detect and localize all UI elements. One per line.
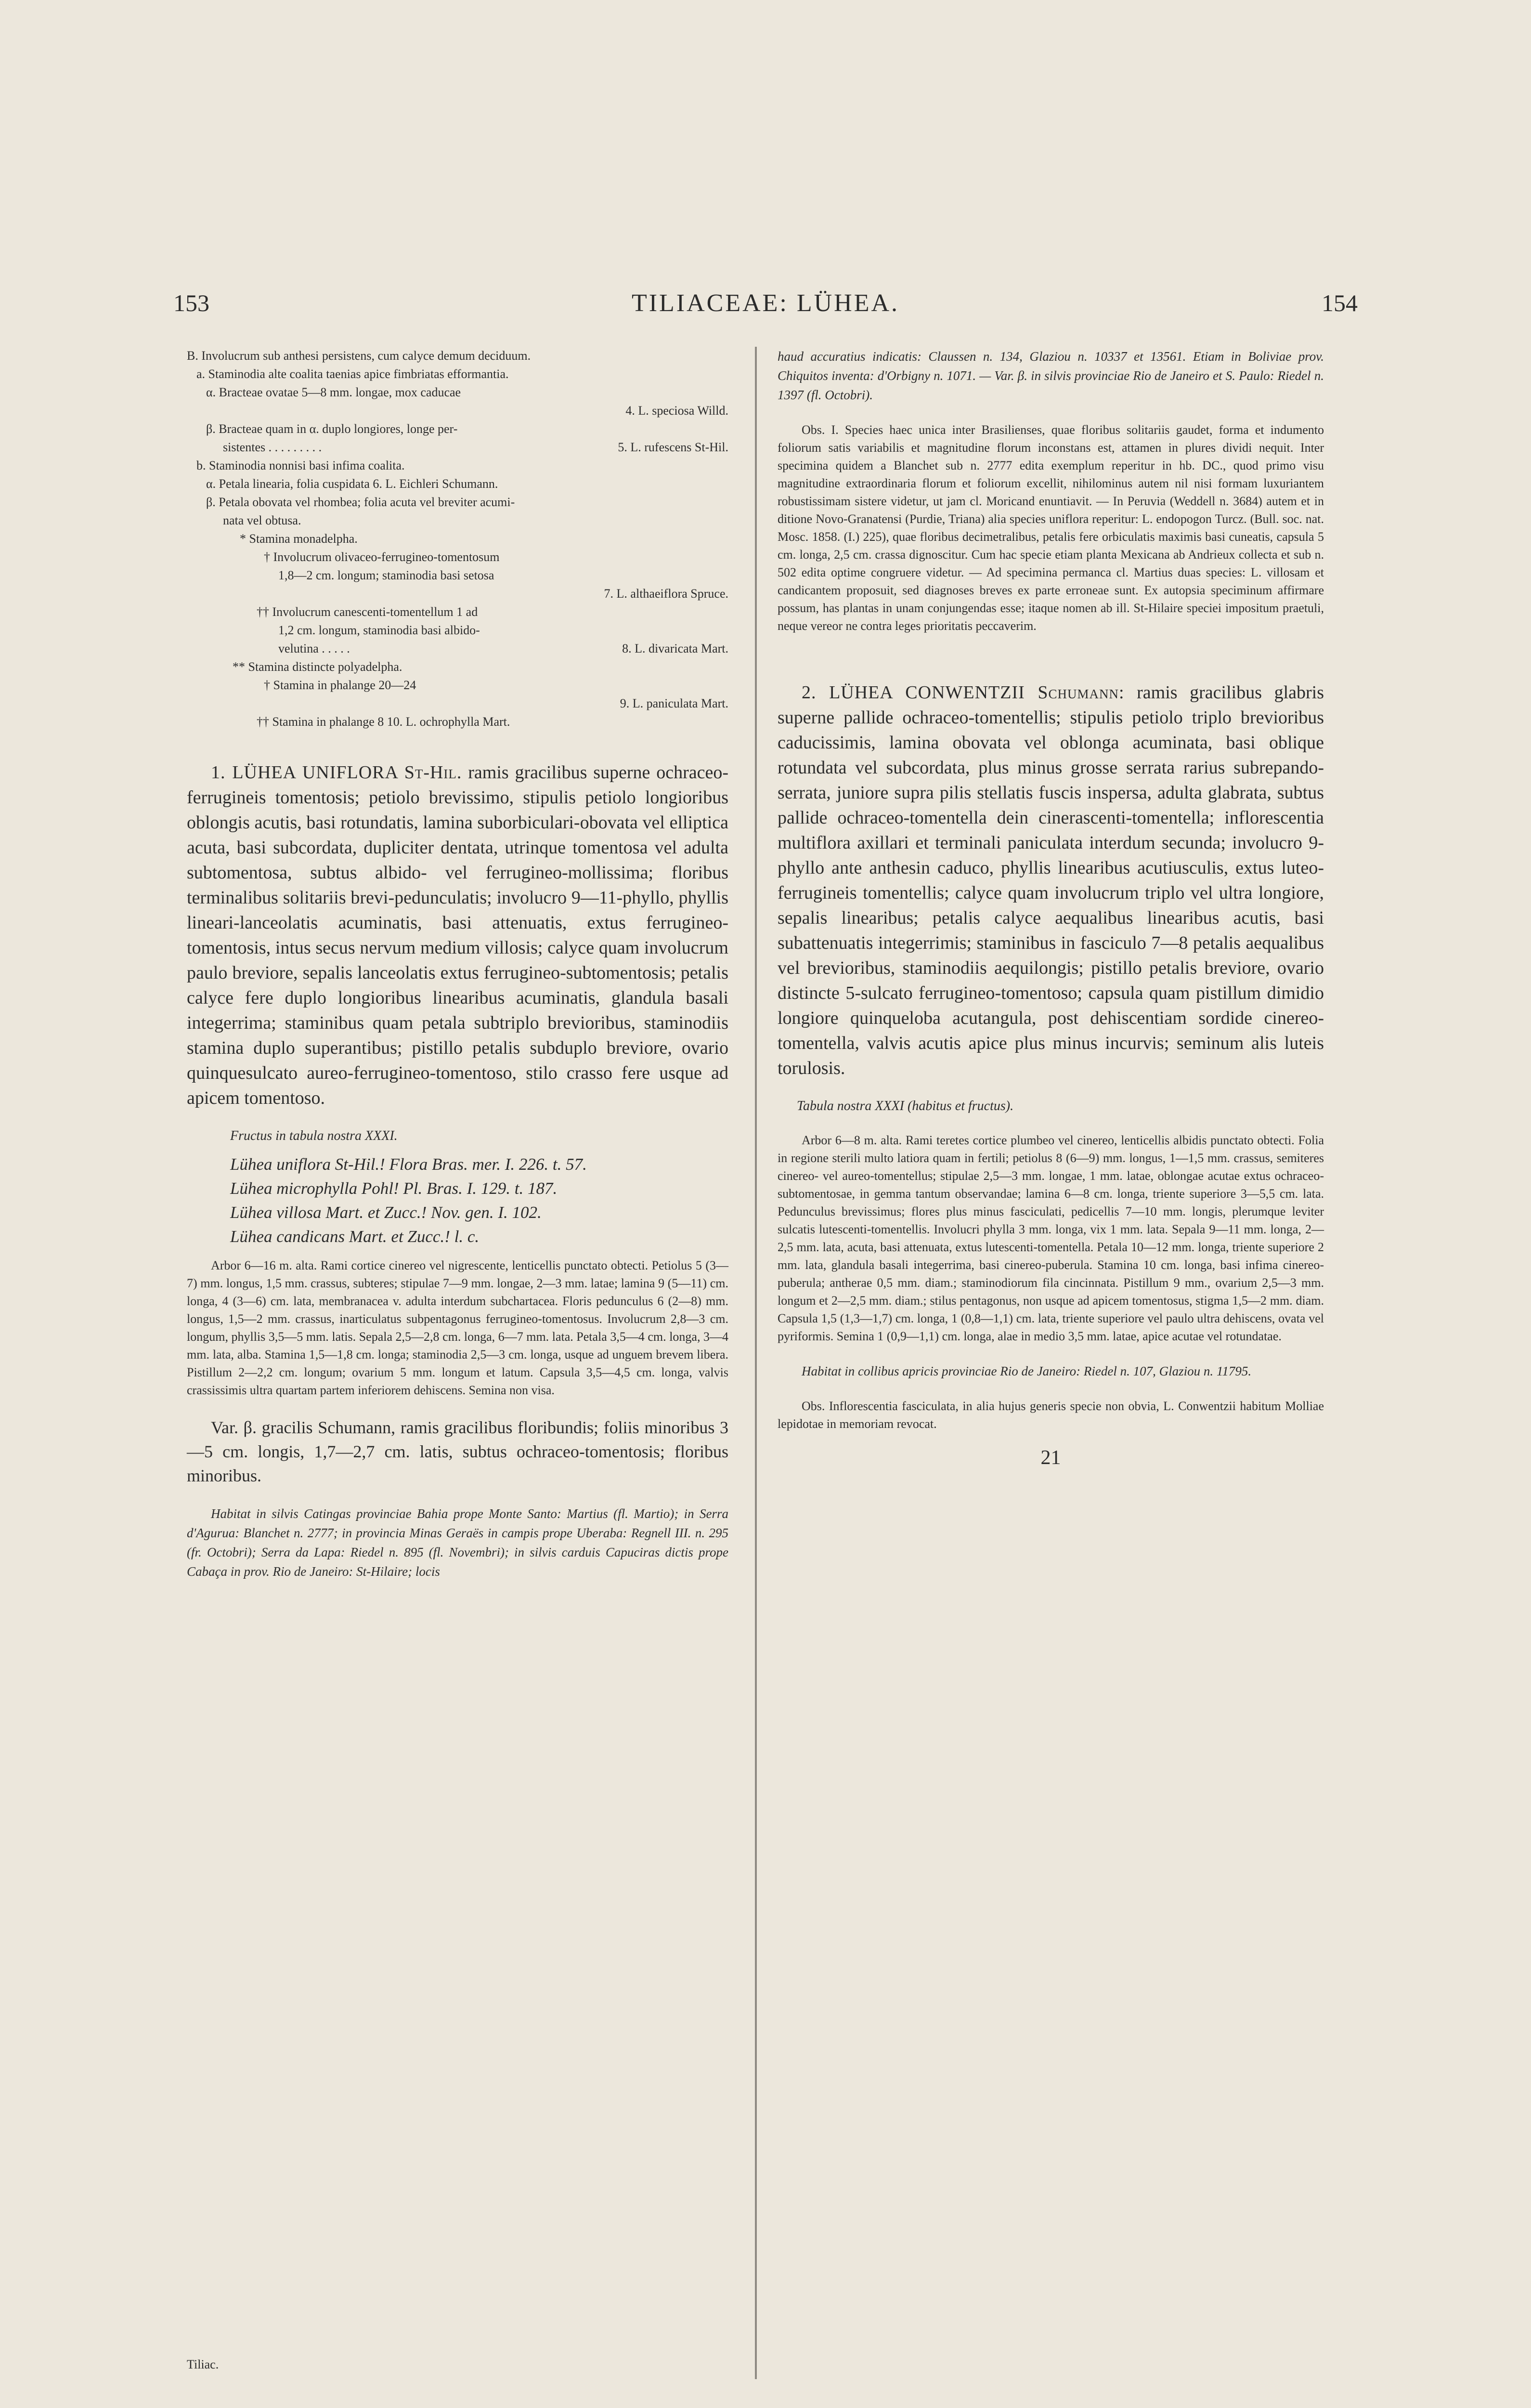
key-line-text: ** Stamina distincte polyadelpha.	[233, 660, 402, 674]
species-2-habitat: Habitat in collibus apricis provinciae Rio de Janeiro: Riedel n. 107, Glaziou n. 11795.	[802, 1364, 1252, 1378]
folio-number: 21	[1040, 1447, 1061, 1469]
key-line-text: sistentes . . . . . . . . .	[223, 440, 322, 454]
key-line-text: 1,8—2 cm. longum; staminodia basi setosa	[278, 568, 494, 582]
running-title: TILIACEAE: LÜHEA.	[631, 289, 900, 317]
right-column	[778, 347, 1324, 1469]
reference-line: Lühea uniflora St-Hil.! Flora Bras. mer. I. 226. t. 57.	[230, 1155, 587, 1174]
key-line-text: velutina . . . . .	[278, 641, 350, 655]
key-line-text: * Stamina monadelpha.	[240, 532, 358, 546]
page-number-left: 153	[173, 289, 209, 316]
key-line-species: 7. L. althaeiflora Spruce.	[604, 587, 728, 601]
signature-mark: Tiliac.	[187, 2357, 219, 2371]
key-line-text: †† Stamina in phalange 8 10. L. ochrophylla Mart.	[257, 715, 510, 729]
page-number-right: 154	[1322, 289, 1358, 316]
key-line	[187, 658, 728, 676]
key-line	[187, 694, 728, 713]
key-line-text: †† Involucrum canescenti-tomentellum 1 ad	[257, 605, 478, 619]
species-1-diagnosis-text: ramis gracilibus superne ochraceo-ferrugineis tomentosis; petiolo brevissimo, stipulis petiolo longioribus oblongis acutis, basi rotundatis, lamina suborbiculari-obovata vel elliptica acuta, basi subcordata, dupliciter dentata, utrinque tomentosa vel adulta subtomentosa, subtus albido- vel ferrugineo-mollissima; floribus terminalibus solitariis brevi-pedunculatis; involucro 9—11-phyllo, phyllis lineari-lanceolatis acuminatis, basi attenuatis, extus ferrugineo-tomentosis, intus secus nervum medium villosis; calyce quam involucrum paulo breviore, sepalis lanceolatis extus ferrugineo-subtomentosis; petalis calyce fere duplo longioribus linearibus acuminatis, glandula basali integerrima; staminibus quam petala subtriplo brevioribus, staminodiis stamina duplo superantibus; pistillo petalis subduplo breviore, ovario quinquesulcato aureo-ferrugineo-tomentoso, stilo crasso fere usque ad apicem tomentoso.	[187, 762, 728, 1108]
key-line	[187, 603, 728, 621]
key-line-text: β. Bracteae quam in α. duplo longiores, longe per-	[206, 422, 458, 436]
species-2-heading: 2. LÜHEA CONWENTZII Schumann:	[802, 682, 1125, 703]
page-header	[173, 289, 1358, 327]
key-line	[187, 383, 728, 402]
key-line	[187, 511, 728, 530]
key-line	[187, 621, 728, 640]
column-divider	[755, 347, 757, 2379]
species-1-fructus-note: Fructus in tabula nostra XXXI.	[230, 1128, 398, 1143]
key-line	[187, 713, 728, 731]
species-1-heading: 1. LÜHEA UNIFLORA St-Hil.	[211, 762, 462, 783]
reference-line: Lühea microphylla Pohl! Pl. Bras. I. 129. t. 187.	[230, 1179, 558, 1198]
left-column	[187, 347, 728, 1581]
key-line-species: 4. L. speciosa Willd.	[625, 404, 728, 418]
key-line	[187, 676, 728, 694]
species-1-references	[187, 1152, 728, 1249]
species-2-diagnosis-text: ramis gracilibus glabris superne pallide ochraceo-tomentellis; stipulis petiolo triplo brevioribus caducissimis, lamina obovata vel oblonga acuminata, basi oblique rotundata vel subcordata, plus minus grosse serrata rarius subrepando-serrata, juniore supra pilis stellatis fuscis inspersa, adulta glabrata, subtus pallide ochraceo-tomentella dein cinerascenti-tomentella; inflorescentia multiflora axillari et terminali paniculata interdum secunda; involucro 9-phyllo ante anthesin caduco, phyllis linearibus acutiusculis, extus luteo-ferrugineis tomentellis; calyce quam involucrum triplo vel ultra longiore, sepalis linearibus; petalis calyce aequalibus linearibus acutis, basi subattenuatis integerrimis; staminibus in fasciculo 7—8 petalis aequalibus vel brevioribus, staminodiis aequilongis; pistillo petalis breviore, ovario distincte 5-sulcato ferrugineo-tomentoso; capsula quam pistillum dimidio longiore quinqueloba acutangula, post dehiscentiam sordide cinereo-tomentella, valvis acutis apice plus minus incurvis; seminum alis luteis torulosis.	[778, 682, 1324, 1078]
key-line-species: 9. L. paniculata Mart.	[620, 696, 728, 710]
key-line	[187, 347, 728, 365]
key-line	[187, 365, 728, 383]
key-line-text: † Involucrum olivaceo-ferrugineo-tomentosum	[264, 550, 500, 564]
key-line	[187, 548, 728, 566]
species-2-observation: Obs. Inflorescentia fasciculata, in alia hujus generis specie non obvia, L. Conwentzii habitum Molliae lepidotae in memoriam revocat.	[778, 1399, 1324, 1431]
key-line-text: α. Petala linearia, folia cuspidata 6. L. Eichleri Schumann.	[206, 477, 498, 491]
reference-line: Lühea villosa Mart. et Zucc.! Nov. gen. I. 102.	[230, 1203, 542, 1222]
key-line	[187, 566, 728, 585]
key-line-text: 1,2 cm. longum, staminodia basi albido-	[278, 623, 480, 637]
species-2-diagnosis	[778, 680, 1324, 1081]
key-line-text: b. Staminodia nonnisi basi infima coalita.	[196, 458, 405, 472]
key-line	[187, 438, 728, 457]
species-2-tabula-note: Tabula nostra XXXI (habitus et fructus).	[797, 1099, 1014, 1113]
key-line-text: β. Petala obovata vel rhombea; folia acuta vel breviter acumi-	[206, 495, 515, 509]
key-line	[187, 457, 728, 475]
identification-key	[187, 347, 728, 731]
key-line-text: † Stamina in phalange 20—24	[264, 678, 416, 692]
reference-line: Lühea candicans Mart. et Zucc.! l. c.	[230, 1227, 480, 1246]
key-line-species: 8. L. divaricata Mart.	[622, 641, 728, 655]
key-line-text: α. Bracteae ovatae 5—8 mm. longae, mox caducae	[206, 385, 461, 399]
observation-1: Obs. I. Species haec unica inter Brasilienses, quae floribus solitariis gaudet, forma et indumento foliorum satis variabilis et magnitudine florum inconstans est, attamen in plures dividi nequit. Inter specimina quidem a Blanchet sub n. 2777 edita exemplum reperitur in hb. DC., quod primo visu magnitudine extraordinaria florum et foliorum excellit, nihilominus autem nil nisi formam luxuriantem robustissimam sistere videtur, ut jam cl. Moricand enuntiavit. — In Peruvia (Weddell n. 3684) autem et in ditione Novo-Granatensi (Purdie, Triana) alia species uniflora reperitur: L. endopogon Turcz. (Bull. soc. nat. Mosc. 1858. (I.) 225), quae floribus decimetralibus, petalis fere orbiculatis maximis basi cuneatis, capsula 5 cm. longa, 2,5 cm. crassa dignoscitur. Cum hac specie etiam planta Mexicana ab Andrieux collecta et sub n. 502 edita optime congruere videtur. — Ad specimina permanca cl. Martius duas species: L. villosam et candicantem proposuit, sed diagnoses breves ex parte erroneae sunt. Ex autopsia speciminum affirmare possum, has plantas in unam conjungendas esse; itaque nomen ab ill. St-Hilaire speciei impositum praetuli, neque vereor ne contra leges prioritatis peccaverim.	[778, 423, 1324, 633]
key-line	[187, 530, 728, 548]
key-line-text: B. Involucrum sub anthesi persistens, cum calyce demum deciduum.	[187, 349, 531, 363]
species-1-habitat: Habitat in silvis Catingas provinciae Bahia prope Monte Santo: Martius (fl. Martio); in Serra d'Agurua: Blanchet n. 2777; in provincia Minas Geraës in campis prope Uberaba: Regnell III. n. 295 (fr. Octobri); Serra da Lapa: Riedel n. 895 (fl. Novembri); in silvis carduis Capuciras dictis prope Cabaça in prov. Rio de Janeiro: St-Hilaire; locis	[187, 1506, 728, 1579]
species-1-diagnosis	[187, 760, 728, 1111]
key-line	[187, 585, 728, 603]
key-line-text: nata vel obtusa.	[223, 513, 301, 527]
key-line-species: 5. L. rufescens St-Hil.	[618, 440, 728, 454]
species-2-description: Arbor 6—8 m. alta. Rami teretes cortice plumbeo vel cinereo, lenticellis albidis punctato obtecti. Folia in regione sterili multo latiora quam in fertili; petiolus 8 (6—9) mm. longus, 1—1,5 mm. crassus, semiteres cinereo- vel aureo-tomentellus; stipulae 2,5—3 mm. longae, 1 mm. latae, oblongae acutae extus ochraceo-subtomentosae, in gemma tantum observandae; lamina 6—8 cm. longa, triente superiore 3—5,5 cm. lata. Pedunculus brevissimus; flores plus minus fasciculati, pedicellis 7—10 mm. longis, plerumque leviter sulcatis lutescenti-tomentellis. Involucri phylla 3 mm. longa, vix 1 mm. lata. Sepala 9—11 mm. longa, 2—2,5 mm. lata, acuta, basi attenuata, extus lutescenti-tomentella. Petala 10—12 mm. longa, triente superiore 2 mm. lata, glandula basali integerrima, basi cinereo-puberula. Stamina 10 cm. longa, basi infima cinereo-puberula; antherae 0,5 mm. diam.; staminodiorum fila cincinnata. Pistillum 9 mm., ovarium 2,5—3 mm. longum et 2—2,5 mm. diam.; stilus pentagonus, non usque ad apicem tomentosus, stigma 1,5—2 mm. diam. Capsula 1,5 (1,3—1,7) cm. longa, 1 (0,8—1,1) cm. lata, triente superiore vel paulo ultra dehiscens, ovata vel pyriformis. Semina 1 (0,9—1,1) cm. longa, alae in medio 3,5 mm. latae, apice acutae vel rotundatae.	[778, 1133, 1324, 1343]
species-1-variety: Var. β. gracilis Schumann, ramis gracilibus floribundis; foliis minoribus 3—5 cm. longis, 1,7—2,7 cm. latis, subtus ochraceo-tomentosis; floribus minoribus.	[187, 1418, 728, 1485]
key-line	[187, 475, 728, 493]
habitat-continuation: haud accuratius indicatis: Claussen n. 134, Glaziou n. 10337 et 13561. Etiam in Boliviae prov. Chiquitos inventa: d'Orbigny n. 1071. — Var. β. in silvis provinciae Rio de Janeiro et S. Paulo: Riedel n. 1397 (fl. Octobri).	[778, 349, 1324, 402]
species-1-description: Arbor 6—16 m. alta. Rami cortice cinereo vel nigrescente, lenticellis punctato obtecti. Petiolus 5 (3—7) mm. longus, 1,5 mm. crassus, subteres; stipulae 7—9 mm. longae, 2—3 mm. latae; lamina 9 (5—11) cm. longa, 4 (3—6) cm. lata, membranacea v. adulta interdum subchartacea. Floris pedunculus 6 (2—8) mm. longus, 1,5—2 mm. crassus, inarticulatus subpentagonus ferrugineo-tomentosus. Involucrum 2,8—3 cm. longum, phyllis 3,5—5 mm. latis. Sepala 2,5—2,8 cm. longa, 6—7 mm. lata. Petala 3,5—4 cm. longa, 3—4 mm. lata, alba. Stamina 1,5—1,8 cm. longa; staminodia 2,5—3 cm. longa, usque ad unguem brevem libera. Pistillum 2—2,2 cm. longum; ovarium 5 mm. longum et latum. Capsula 3,5—4,5 cm. longa, valvis crassissimis ultra quartam partem inferiorem dehiscens. Semina non visa.	[187, 1258, 728, 1397]
key-line	[187, 402, 728, 420]
key-line	[187, 493, 728, 511]
key-line-text: a. Staminodia alte coalita taenias apice fimbriatas efformantia.	[196, 367, 509, 381]
key-line	[187, 640, 728, 658]
key-line	[187, 420, 728, 438]
